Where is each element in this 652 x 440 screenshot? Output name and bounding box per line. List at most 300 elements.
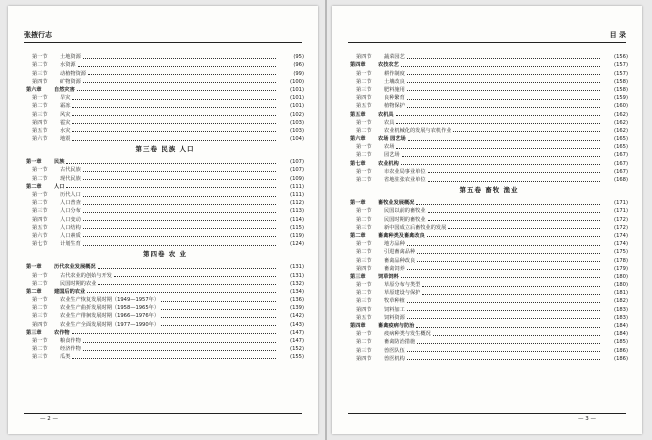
toc-entry-title: 畜禽防治措施: [384, 339, 416, 346]
toc-entry-title: 雹灾: [60, 119, 71, 126]
right-toc: [350, 52, 628, 362]
toc-entry-page: (174): [614, 232, 628, 239]
toc-entry-number: 第二节: [356, 177, 372, 183]
toc-entry-number: 第六节: [32, 232, 48, 239]
toc-leader-dots: [407, 107, 600, 108]
toc-leader-dots: [448, 228, 600, 229]
toc-entry-number: 第一章: [350, 200, 366, 207]
toc-section-entry[interactable]: [350, 288, 628, 296]
toc-section-entry[interactable]: [350, 126, 628, 134]
toc-entry-number: 第四节: [356, 95, 372, 102]
toc-section-entry[interactable]: [26, 295, 304, 303]
toc-entry-title: 饲料资源: [384, 314, 405, 321]
toc-section-entry[interactable]: [350, 264, 628, 272]
toc-section-entry[interactable]: [350, 167, 628, 175]
toc-entry-title: 历代农业发展概况: [54, 264, 96, 271]
toc-section-entry[interactable]: [26, 198, 304, 206]
toc-entry-number: 第二节: [32, 280, 48, 287]
left-page-number: — 2 —: [40, 416, 58, 422]
toc-entry-title: 农业生产徘徊发展时期（1966—1976年）: [60, 313, 160, 320]
toc-leader-dots: [407, 302, 600, 303]
toc-leader-dots: [407, 74, 600, 75]
toc-section-entry[interactable]: [350, 150, 628, 158]
toc-section-entry[interactable]: [350, 118, 628, 126]
toc-entry-page: (184): [614, 323, 628, 329]
toc-section-entry[interactable]: [26, 270, 304, 278]
toc-entry-page: (104): [290, 136, 304, 143]
toc-entry-number: 第三节: [32, 111, 48, 118]
toc-entry-page: (172): [614, 224, 628, 231]
right-page-number: — 3 —: [578, 416, 596, 422]
toc-entry-page: (172): [614, 216, 628, 223]
toc-section-entry[interactable]: [26, 126, 304, 134]
toc-entry-page: (160): [614, 103, 628, 110]
toc-entry-page: (109): [290, 175, 304, 182]
toc-entry-title: 土壤改良: [384, 78, 405, 85]
toc-entry-page: (147): [290, 329, 304, 336]
toc-leader-dots: [78, 66, 276, 67]
toc-chapter-entry[interactable]: [26, 287, 304, 295]
toc-entry-number: 第一节: [356, 168, 372, 175]
toc-entry-title: 耕作制度: [384, 70, 405, 77]
toc-chapter-entry[interactable]: [26, 85, 304, 93]
toc-entry-title: 地方品种: [384, 241, 405, 248]
toc-section-entry[interactable]: [350, 296, 628, 304]
toc-entry-number: 第七章: [350, 160, 366, 167]
toc-leader-dots: [396, 115, 600, 116]
toc-entry-number: 第二节: [32, 305, 48, 312]
toc-leader-dots: [83, 212, 276, 213]
toc-chapter-entry[interactable]: [26, 262, 304, 270]
toc-chapter-entry[interactable]: [350, 134, 628, 142]
toc-entry-page: (136): [290, 297, 304, 304]
toc-entry-page: (113): [290, 208, 304, 215]
toc-chapter-entry[interactable]: [350, 198, 628, 206]
toc-entry-title: 农业生产恢复发展时期（1949—1957年）: [60, 297, 160, 304]
toc-entry-page: (167): [614, 168, 628, 175]
toc-entry-number: 第五节: [32, 224, 48, 231]
toc-leader-dots: [66, 187, 276, 188]
toc-entry-number: 第二节: [356, 249, 372, 256]
toc-entry-page: (180): [614, 282, 628, 289]
toc-leader-dots: [72, 140, 276, 141]
toc-entry-page: (180): [614, 273, 628, 280]
toc-leader-dots: [407, 359, 600, 360]
toc-entry-title: 旱灾: [60, 95, 71, 102]
toc-entry-page: (167): [614, 152, 628, 159]
toc-entry-title: 农场 园艺场: [378, 136, 406, 143]
toc-chapter-entry[interactable]: [26, 328, 304, 336]
toc-section-entry[interactable]: [350, 337, 628, 345]
toc-leader-dots: [161, 309, 276, 310]
toc-section-entry[interactable]: [26, 352, 304, 360]
toc-section-entry[interactable]: [26, 344, 304, 352]
toc-section-entry[interactable]: [350, 247, 628, 255]
toc-section-entry[interactable]: [350, 214, 628, 222]
toc-section-entry[interactable]: [350, 93, 628, 101]
toc-chapter-entry[interactable]: [350, 321, 628, 329]
toc-section-entry[interactable]: [350, 206, 628, 214]
toc-entry-number: 第二节: [32, 346, 48, 353]
toc-entry-page: (143): [290, 321, 304, 328]
toc-entry-page: (165): [614, 136, 628, 143]
toc-entry-page: (167): [614, 160, 628, 167]
toc-entry-page: (155): [290, 354, 304, 361]
toc-entry-title: 人口: [54, 183, 65, 190]
toc-leader-dots: [88, 74, 276, 75]
toc-entry-title: 良种繁育: [384, 95, 405, 102]
toc-entry-title: 畜禽品种改良: [384, 257, 416, 264]
toc-leader-dots: [72, 358, 276, 359]
toc-entry-page: (181): [614, 290, 628, 297]
toc-section-entry[interactable]: [26, 109, 304, 117]
toc-entry-page: (103): [290, 119, 304, 126]
toc-leader-dots: [422, 286, 600, 287]
toc-entry-number: 第二节: [32, 175, 48, 182]
toc-entry-title: 人口结构: [60, 224, 81, 231]
toc-entry-title: 蔬菜园艺: [384, 54, 405, 61]
toc-entry-page: (132): [290, 280, 304, 287]
toc-leader-dots: [83, 245, 276, 246]
toc-entry-title: 植物保护: [384, 103, 405, 110]
toc-entry-page: (168): [614, 177, 628, 183]
toc-entry-title: 农业机械化的发展与农机作业: [384, 127, 452, 134]
toc-entry-page: (114): [290, 216, 304, 223]
toc-entry-number: 第三章: [26, 329, 42, 336]
toc-entry-page: (182): [614, 298, 628, 305]
toc-entry-title: 农业生产曲折发展时期（1958—1965年）: [60, 305, 160, 312]
toc-entry-title: 民国时期的畜牧业: [384, 216, 426, 223]
toc-section-entry[interactable]: [350, 77, 628, 85]
toc-section-entry[interactable]: [26, 303, 304, 311]
right-page: [332, 6, 642, 434]
toc-section-entry[interactable]: [350, 239, 628, 247]
toc-entry-page: (101): [290, 86, 304, 93]
toc-entry-number: 第三章: [350, 273, 366, 280]
toc-entry-number: 第二节: [356, 216, 372, 223]
toc-chapter-entry[interactable]: [26, 182, 304, 190]
toc-entry-number: 第三节: [32, 354, 48, 361]
toc-entry-number: 第四节: [356, 355, 372, 362]
toc-entry-number: 第二节: [356, 78, 372, 85]
toc-entry-title: 草原建设与保护: [384, 290, 421, 297]
toc-entry-page: (157): [614, 70, 628, 77]
toc-leader-dots: [83, 342, 276, 343]
left-page-footer: [24, 413, 302, 424]
toc-entry-number: 第四章: [350, 62, 366, 69]
toc-entry-title: 农场: [384, 144, 395, 151]
toc-entry-number: 第三节: [32, 70, 48, 77]
toc-section-entry[interactable]: [26, 239, 304, 247]
toc-section-entry[interactable]: [350, 142, 628, 150]
toc-leader-dots: [83, 171, 276, 172]
toc-entry-page: (102): [290, 111, 304, 118]
toc-entry-title: 民族: [54, 159, 65, 166]
toc-section-entry[interactable]: [26, 93, 304, 101]
toc-entry-number: 第一节: [356, 241, 372, 248]
toc-leader-dots: [98, 284, 276, 285]
toc-leader-dots: [407, 318, 600, 319]
toc-leader-dots: [72, 123, 276, 124]
toc-section-entry[interactable]: [26, 60, 304, 68]
toc-leader-dots: [72, 115, 276, 116]
toc-entry-title: 民国时期的农业: [60, 280, 97, 287]
toc-chapter-entry[interactable]: [350, 231, 628, 239]
toc-leader-dots: [407, 99, 600, 100]
toc-leader-dots: [417, 261, 600, 262]
toc-entry-title: 兽医队伍: [384, 347, 405, 354]
toc-leader-dots: [72, 333, 276, 334]
toc-section-entry[interactable]: [350, 52, 628, 60]
toc-section-entry[interactable]: [26, 336, 304, 344]
toc-section-entry[interactable]: [350, 304, 628, 312]
toc-leader-dots: [66, 163, 276, 164]
toc-entry-page: (171): [614, 200, 628, 207]
toc-section-entry[interactable]: [26, 319, 304, 327]
toc-entry-page: (174): [614, 241, 628, 248]
toc-leader-dots: [401, 164, 600, 165]
toc-leader-dots: [72, 99, 276, 100]
toc-section-entry[interactable]: [26, 206, 304, 214]
toc-leader-dots: [87, 292, 276, 293]
toc-leader-dots: [417, 343, 600, 344]
toc-entry-page: (119): [290, 232, 304, 239]
toc-leader-dots: [83, 220, 276, 221]
toc-entry-page: (111): [290, 192, 304, 198]
toc-entry-title: 畜禽疫病与防治: [378, 323, 415, 329]
toc-entry-page: (159): [614, 95, 628, 102]
toc-section-entry[interactable]: [26, 165, 304, 173]
toc-entry-number: 第二章: [26, 183, 42, 190]
toc-section-entry[interactable]: [26, 118, 304, 126]
toc-leader-dots: [72, 107, 276, 108]
toc-section-entry[interactable]: [350, 68, 628, 76]
toc-entry-title: 兽医机构: [384, 355, 405, 362]
toc-section-entry[interactable]: [350, 85, 628, 93]
toc-leader-dots: [83, 196, 276, 197]
toc-entry-title: 动植物资源: [60, 70, 86, 77]
toc-entry-title: 饲草饲料: [378, 273, 399, 280]
toc-entry-title: 农技农艺: [378, 62, 399, 69]
toc-entry-number: 第一节: [356, 331, 372, 338]
toc-section-entry[interactable]: [26, 68, 304, 76]
toc-entry-number: 第一章: [26, 159, 42, 166]
toc-section-entry[interactable]: [26, 311, 304, 319]
toc-entry-number: 第四节: [356, 54, 372, 61]
toc-section-entry[interactable]: [350, 255, 628, 263]
toc-chapter-entry[interactable]: [350, 272, 628, 280]
toc-entry-page: (101): [290, 103, 304, 110]
toc-leader-dots: [407, 82, 600, 83]
toc-entry-title: 历代人口: [60, 192, 81, 198]
toc-entry-title: 土地资源: [60, 54, 81, 61]
toc-entry-number: 第三节: [356, 347, 372, 354]
toc-entry-page: (162): [614, 111, 628, 118]
toc-entry-title: 市农业局事业单位: [384, 168, 426, 175]
toc-entry-title: 省地驻张农业单位: [384, 177, 426, 183]
toc-entry-number: 第四节: [356, 306, 372, 313]
toc-entry-title: 建国后的农业: [54, 288, 86, 295]
toc-entry-number: 第一节: [32, 192, 48, 198]
toc-entry-title: 古代民族: [60, 167, 81, 174]
toc-leader-dots: [407, 269, 600, 270]
toc-entry-number: 第五章: [350, 111, 366, 118]
toc-entry-title: 园艺场: [384, 152, 400, 159]
toc-entry-number: 第四节: [32, 321, 48, 328]
toc-entry-page: (152): [290, 346, 304, 353]
toc-chapter-entry[interactable]: [350, 60, 628, 68]
toc-entry-number: 第一章: [26, 264, 42, 271]
toc-section-entry[interactable]: [350, 280, 628, 288]
toc-entry-title: 草原分布与类型: [384, 282, 421, 289]
toc-entry-title: 矿物资源: [60, 78, 81, 85]
toc-section-entry[interactable]: [350, 354, 628, 362]
toc-section-entry[interactable]: [26, 190, 304, 198]
toc-chapter-entry[interactable]: [350, 158, 628, 166]
toc-chapter-entry[interactable]: [350, 109, 628, 117]
toc-section-entry[interactable]: [26, 223, 304, 231]
toc-entry-number: 第三节: [32, 208, 48, 215]
toc-entry-title: 牧草种植: [384, 298, 405, 305]
toc-entry-number: 第二节: [32, 62, 48, 69]
toc-entry-title: 水资源: [60, 62, 76, 69]
toc-leader-dots: [428, 181, 600, 182]
toc-leader-dots: [407, 58, 600, 59]
toc-entry-number: 第二节: [356, 127, 372, 134]
toc-leader-dots: [114, 276, 276, 277]
toc-entry-page: (112): [290, 200, 304, 207]
toc-chapter-entry[interactable]: [26, 157, 304, 165]
toc-leader-dots: [407, 351, 600, 352]
toc-section-entry[interactable]: [26, 77, 304, 85]
toc-entry-title: 霜冻: [60, 103, 71, 110]
toc-section-entry[interactable]: [26, 134, 304, 142]
toc-section-entry[interactable]: [26, 279, 304, 287]
toc-entry-title: 饲料加工: [384, 306, 405, 313]
toc-entry-number: 第一节: [32, 54, 48, 61]
toc-leader-dots: [433, 335, 600, 336]
toc-entry-number: 第一节: [32, 297, 48, 304]
left-page-header: [24, 28, 302, 43]
toc-leader-dots: [416, 204, 600, 205]
toc-entry-number: 第四节: [32, 216, 48, 223]
toc-entry-page: (157): [614, 62, 628, 69]
toc-section-entry[interactable]: [350, 175, 628, 183]
toc-section-entry[interactable]: [26, 52, 304, 60]
toc-leader-dots: [401, 277, 600, 278]
toc-entry-title: 人口变动: [60, 216, 81, 223]
toc-section-entry[interactable]: [26, 231, 304, 239]
toc-entry-page: (124): [290, 241, 304, 248]
left-toc: [26, 52, 304, 360]
toc-entry-page: (171): [614, 208, 628, 215]
toc-entry-page: (95): [293, 54, 304, 61]
toc-leader-dots: [417, 253, 600, 254]
toc-entry-title: 引进畜禽品种: [384, 249, 416, 256]
toc-leader-dots: [77, 90, 276, 91]
toc-entry-page: (158): [614, 86, 628, 93]
toc-entry-page: (131): [290, 264, 304, 271]
toc-entry-number: 第一节: [356, 144, 372, 151]
toc-entry-title: 地震: [60, 136, 71, 143]
toc-section-entry[interactable]: [350, 345, 628, 353]
toc-entry-number: 第一节: [32, 167, 48, 174]
toc-entry-number: 第二节: [32, 103, 48, 110]
toc-leader-dots: [83, 82, 276, 83]
toc-entry-page: (142): [290, 313, 304, 320]
toc-leader-dots: [402, 156, 600, 157]
toc-entry-page: (178): [614, 257, 628, 264]
toc-entry-number: 第五节: [356, 103, 372, 110]
right-page-footer: [348, 413, 626, 424]
toc-section-entry[interactable]: [350, 223, 628, 231]
toc-leader-dots: [427, 236, 600, 237]
toc-part-heading: 第五卷 畜牧 渔业: [459, 186, 519, 194]
toc-section-entry[interactable]: [350, 313, 628, 321]
toc-entry-title: 农业生产全面发展时期（1977—1990年）: [60, 321, 160, 328]
toc-entry-title: 疫病种类与发生概况: [384, 331, 431, 338]
toc-entry-page: (183): [614, 306, 628, 313]
toc-section-entry[interactable]: [350, 101, 628, 109]
toc-entry-number: 第四节: [32, 78, 48, 85]
toc-entry-title: 经济作物: [60, 346, 81, 353]
toc-entry-page: (158): [614, 78, 628, 85]
toc-leader-dots: [428, 212, 600, 213]
toc-entry-number: 第二节: [356, 339, 372, 346]
toc-entry-title: 新中国成立后畜牧业的发展: [384, 224, 447, 231]
toc-entry-page: (107): [290, 167, 304, 174]
toc-leader-dots: [428, 220, 600, 221]
toc-leader-dots: [407, 310, 600, 311]
toc-entry-page: (162): [614, 127, 628, 134]
toc-section-entry[interactable]: [26, 214, 304, 222]
toc-leader-dots: [161, 301, 276, 302]
toc-entry-number: 第五节: [32, 127, 48, 134]
toc-leader-dots: [83, 236, 276, 237]
toc-entry-number: 第六节: [32, 136, 48, 143]
toc-entry-page: (179): [614, 265, 628, 272]
toc-entry-page: (111): [290, 183, 304, 190]
toc-entry-number: 第一节: [32, 272, 48, 279]
toc-section-entry[interactable]: [26, 173, 304, 181]
toc-entry-title: 人口素质: [60, 232, 81, 239]
right-header-title: 目 录: [609, 31, 626, 39]
toc-entry-title: 古代农业的创始与开发: [60, 272, 112, 279]
toc-leader-dots: [422, 294, 600, 295]
toc-part-heading: 第四卷 农 业: [142, 250, 188, 259]
toc-entry-number: 第一节: [356, 70, 372, 77]
toc-leader-dots: [161, 317, 276, 318]
toc-entry-number: 第二章: [26, 288, 42, 295]
toc-section-entry[interactable]: [350, 329, 628, 337]
toc-entry-page: (131): [290, 272, 304, 279]
toc-leader-dots: [98, 268, 276, 269]
toc-entry-number: 第三节: [356, 298, 372, 305]
toc-entry-page: (107): [290, 159, 304, 166]
toc-section-entry[interactable]: [26, 101, 304, 109]
toc-leader-dots: [83, 204, 276, 205]
toc-leader-dots: [83, 58, 276, 59]
toc-entry-number: 第五节: [356, 314, 372, 321]
right-page-header: [348, 28, 626, 43]
toc-entry-title: 人口普查: [60, 200, 81, 207]
toc-leader-dots: [396, 148, 600, 149]
toc-leader-dots: [407, 90, 600, 91]
toc-entry-number: 第六章: [350, 136, 366, 143]
toc-leader-dots: [428, 172, 600, 173]
toc-entry-title: 现代民族: [60, 175, 81, 182]
toc-entry-number: 第一节: [32, 338, 48, 344]
